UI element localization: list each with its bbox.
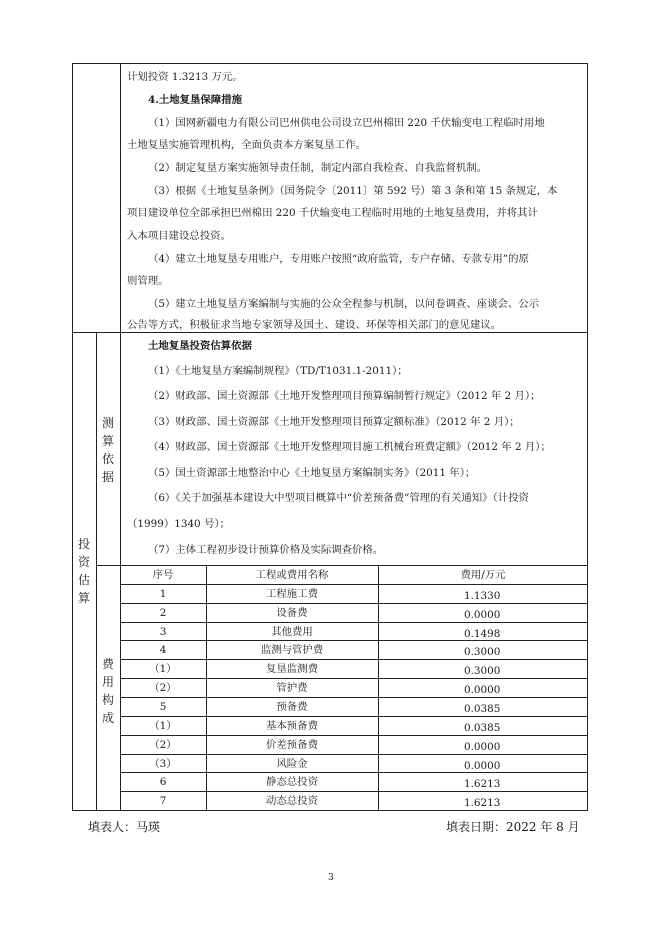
cost-cell-no: 2 — [159, 607, 167, 619]
section-label-char: 算 — [77, 591, 90, 605]
plan-line-0: 计划投资 1.3213 万元。 — [127, 71, 243, 83]
cost-cell-no: （2） — [149, 682, 177, 694]
cost-cell-no: 1 — [159, 588, 167, 600]
basis-label-char: 依 — [101, 452, 114, 466]
cost-cell-value: 1.6213 — [464, 797, 501, 809]
basis-line: （4）财政部、国土资源部《土地开发整理项目施工机械台班费定额》（2012 年 2 月）； — [148, 441, 551, 453]
cost-cell-no: （2） — [149, 739, 177, 751]
fill-date: 填表日期：2022 年 8 月 — [446, 820, 580, 834]
form-table — [72, 63, 588, 811]
cost-cell-name: 设备费 — [276, 607, 308, 619]
plan-line: （1）国网新疆电力有限公司巴州供电公司设立巴州棉田 220 千伏输变电工程临时用地 — [148, 117, 545, 129]
cost-cell-value: 0.0000 — [464, 609, 501, 621]
cost-cell-no: 5 — [159, 701, 167, 713]
cost-cell-no: （3） — [149, 758, 177, 770]
cost-cell-name: 复垦监测费 — [266, 663, 318, 675]
section-divider — [72, 332, 588, 333]
basis-line: （1999）1340 号）； — [127, 518, 230, 530]
cost-cell-name: 监测与管护费 — [260, 644, 324, 656]
cost-cell-no: 7 — [159, 795, 167, 807]
cost-row-divider — [120, 791, 588, 792]
cost-row-divider — [120, 659, 588, 660]
page-number: 3 — [328, 873, 334, 883]
cost-label-char: 成 — [101, 711, 114, 725]
basis-label-char: 测 — [101, 416, 114, 430]
section-label-char: 资 — [77, 555, 90, 569]
cost-row-divider — [120, 697, 588, 698]
plan-line: 则管理。 — [127, 275, 169, 287]
basis-heading: 土地复垦投资估算依据 — [148, 340, 252, 352]
cost-cell-no: （1） — [149, 720, 177, 732]
cost-cell-value: 0.0385 — [464, 722, 501, 734]
section-label-char: 投 — [77, 537, 90, 551]
cost-row-divider — [120, 584, 588, 585]
cost-cell-name: 静态总投资 — [266, 776, 318, 788]
basis-line: （5）国土资源部土地整治中心《土地复垦方案编制实务》（2011 年）； — [148, 467, 476, 479]
cost-header-cell: 序号 — [152, 569, 174, 581]
basis-line: （7）主体工程初步设计预算价格及实际调查价格。 — [148, 544, 384, 556]
cost-cell-name: 工程施工费 — [266, 588, 318, 600]
cost-cell-no: 4 — [159, 644, 167, 656]
cost-cell-no: （1） — [149, 663, 177, 675]
cost-row-divider — [120, 678, 588, 679]
cost-header-cell: 工程或费用名称 — [255, 569, 329, 581]
cost-cell-value: 1.1330 — [464, 590, 501, 602]
cost-row-divider — [120, 640, 588, 641]
basis-label-char: 算 — [101, 434, 114, 448]
plan-line: （3）根据《土地复垦条例》（国务院令〔2011〕第 592 号）第 3 条和第 15 条规定，本 — [148, 185, 558, 197]
basis-cost-divider — [96, 565, 588, 566]
plan-line: （5）建立土地复垦方案编制与实施的公众全程参与机制，以问卷调查、座谈会、公示 — [148, 298, 540, 310]
plan-line: 公告等方式，积极征求当地专家领导及国土、建设、环保等相关部门的意见建议。 — [127, 319, 502, 331]
cost-cell-value: 0.0000 — [464, 741, 501, 753]
plan-line: 土地复垦实施管理机构，全面负责本方案复垦工作。 — [127, 139, 366, 151]
cost-cell-name: 管护费 — [276, 682, 308, 694]
cost-cell-value: 1.6213 — [464, 778, 501, 790]
cost-cell-name: 价差预备费 — [266, 739, 318, 751]
cost-label-char: 构 — [101, 693, 114, 707]
cost-row-divider — [120, 754, 588, 755]
cost-cell-value: 0.0385 — [464, 703, 501, 715]
cost-cell-no: 6 — [159, 776, 167, 788]
cost-cell-name: 风险金 — [276, 758, 308, 770]
cost-cell-value: 0.1498 — [464, 628, 501, 640]
col-divider-sub — [96, 332, 97, 811]
plan-line: （2）制定复垦方案实施领导责任制，制定内部自我检查、自我监督机制。 — [148, 162, 488, 174]
cost-label-char: 费 — [101, 657, 114, 671]
col-divider-left — [120, 63, 121, 811]
cost-cell-name: 其他费用 — [271, 626, 313, 638]
cost-row-divider — [120, 772, 588, 773]
basis-line: （2）财政部、国土资源部《土地开发整理项目预算编制暂行规定》（2012 年 2 月）； — [148, 390, 541, 402]
cost-row-divider — [120, 622, 588, 623]
filler-name: 填表人：马瑛 — [88, 820, 161, 834]
cost-cell-no: 3 — [159, 626, 167, 638]
cost-row-divider — [120, 603, 588, 604]
cost-cell-value: 0.3000 — [464, 646, 501, 658]
cost-cell-value: 0.0000 — [464, 684, 501, 696]
cost-cell-value: 0.3000 — [464, 665, 501, 677]
cost-row-divider — [120, 716, 588, 717]
basis-line: （3）财政部、国土资源部《土地开发整理项目预算定额标准》（2012 年 2 月）； — [148, 416, 520, 428]
plan-line: 项目建设单位全部承担巴州棉田 220 千伏输变电工程临时用地的土地复垦费用，并将其计 — [127, 207, 538, 219]
plan-heading: 4.土地复垦保障措施 — [148, 94, 242, 106]
basis-label-char: 据 — [101, 470, 114, 484]
cost-cell-value: 0.0000 — [464, 760, 501, 772]
plan-line: （4）建立土地复垦专用账户，专用账户按照“政府监管，专户存储、专款专用”的原 — [148, 253, 529, 265]
plan-line: 入本项目建设总投资。 — [127, 230, 231, 242]
cost-row-divider — [120, 735, 588, 736]
basis-line: （6）《关于加强基本建设大中型项目概算中“价差预备费”管理的有关通知》（计投资 — [148, 492, 529, 504]
cost-cell-name: 基本预备费 — [266, 720, 318, 732]
cost-cell-name: 动态总投资 — [266, 795, 318, 807]
basis-line: （1）《土地复垦方案编制规程》（TD/T1031.1-2011）； — [148, 365, 408, 377]
cost-header-cell: 费用/万元 — [460, 569, 506, 581]
cost-cell-name: 预备费 — [276, 701, 308, 713]
cost-label-char: 用 — [101, 675, 114, 689]
cost-col-divider-2 — [378, 565, 379, 811]
section-label-char: 估 — [77, 573, 90, 587]
